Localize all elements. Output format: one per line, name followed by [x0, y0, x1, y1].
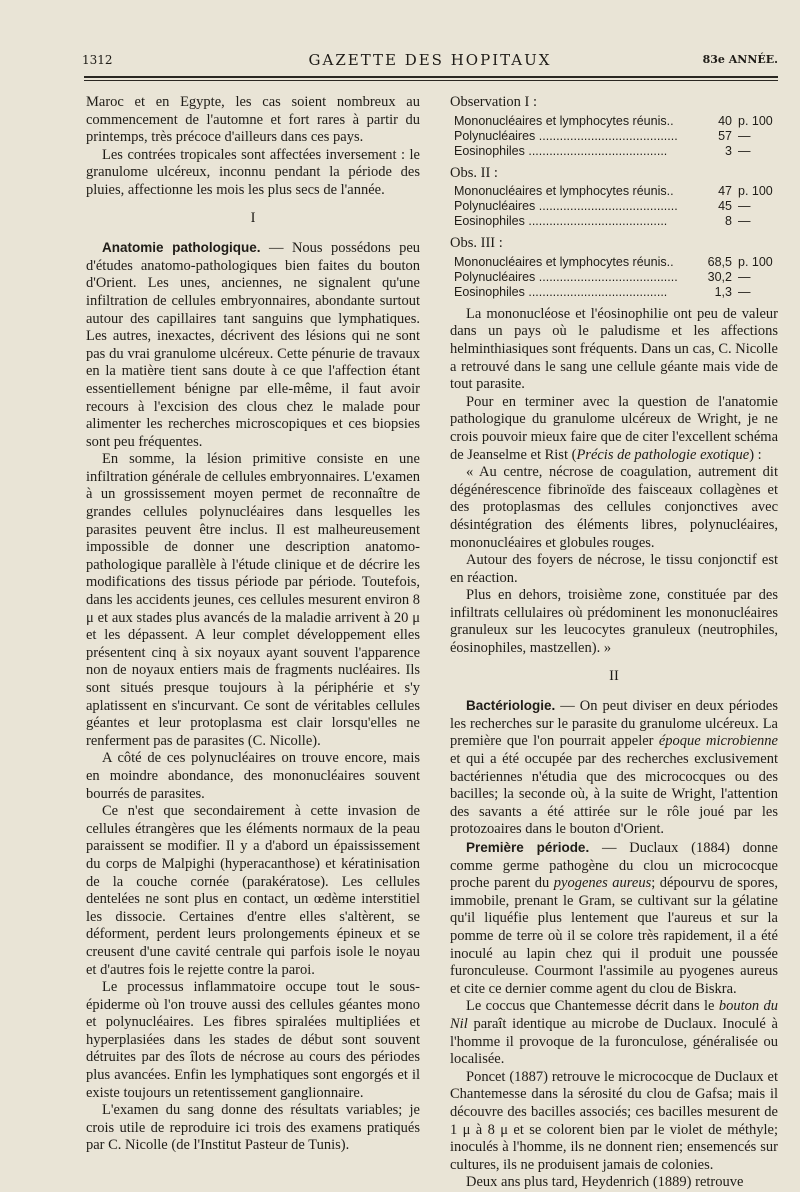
- row-label: Mononucléaires et lymphocytes réunis..: [454, 184, 674, 199]
- italic-term: époque microbienne: [658, 733, 778, 750]
- table-row: [450, 129, 778, 144]
- paragraph: [450, 697, 778, 839]
- paragraph-text: et qui a été occupée par des recherches exclusivement bactériennes n'étudia que des micrococques ou des bacilles; la seconde où, à la suite de Wright, l'attention des savants a été attirée sur le rôle joué par les protozoaires dans le bouton d'Orient.: [450, 751, 778, 838]
- paragraph-text: ) :: [749, 446, 762, 463]
- observation-block: [450, 94, 778, 159]
- paragraph: Le processus inflammatoire occupe tout le sous-épiderme où l'on trouve aussi des cellules géantes mono et polynucléaires. Les fibres spiralées multipliées et hyperplasiées dans les stades de début sont souvent détruites par des îlots de nécrose au cours des périodes plus avancées. Enfin les lymphatiques sont engorgés et il existe toujours un retentissement ganglionnaire.: [86, 979, 420, 1101]
- row-value: 57: [718, 128, 732, 143]
- row-value: 8: [725, 214, 732, 229]
- paragraph: [86, 239, 420, 451]
- table-row: [450, 144, 778, 159]
- section-heading: I: [250, 209, 256, 226]
- row-unit: —: [738, 199, 751, 214]
- paragraph: En somme, la lésion primitive consiste en une infiltration générale de cellules embryonnaires. L'examen à un grossissement moyen permet de reconnaître de grandes cellules polynucléaires dans lesquelles les parasites peuvent être inclus. Il est malheureusement impossible de donner une description anatomo-pathologique parallèle à l'étude clinique et de décrire les modifications des tissus période par période. Toutefois, dans les accidents jeunes, ces cellules mesurent environ 8 μ et aux stades plus avancés de la maladie arrivent à 20 μ et les dépassent. A leur complet développement elles présentent cinq à six noyaux ayant souvent l'apparence non de noyaux entiers mais de fragments nucléaires. Ils sont situés presque toujours à la périphérie et s'y aplatissent en s'incurvant. Ce sont de véritables cellules géantes et leur protoplasma est clair lorsqu'elles ne renferment pas de parasites (C. Nicolle).: [86, 451, 420, 749]
- observation-block: [450, 235, 778, 300]
- row-label: Eosinophiles .....: [454, 285, 704, 300]
- paragraph-text: — Duclaux (1884) donne comme germe pathogène du clou un micrococque proche parent du: [450, 840, 778, 892]
- page-header: [82, 51, 778, 71]
- header-rule-thin: [84, 80, 778, 81]
- paragraph-text: Le coccus que Chantemesse décrit dans le: [466, 998, 719, 1015]
- paragraph-text: paraît identique au microbe de Duclaux. Inoculé à l'homme il provoque de la furonculose, généralisée ou localisée.: [450, 1015, 778, 1068]
- table-row: [450, 270, 778, 285]
- row-unit: —: [738, 214, 751, 229]
- paragraph: Deux ans plus tard, Heydenrich (1889) retrouve: [466, 1174, 744, 1191]
- observation-block: [450, 165, 778, 230]
- row-label: Polynucléaires .....: [454, 199, 704, 214]
- book-title: Précis de pathologie exotique: [576, 446, 750, 463]
- row-unit: —: [738, 284, 751, 299]
- observation-title: Observation I :: [450, 94, 537, 110]
- table-row: [450, 184, 778, 199]
- row-value: 3: [725, 143, 732, 158]
- row-unit: —: [738, 143, 751, 158]
- row-unit: —: [738, 269, 751, 284]
- paragraph-text: — Nous possédons peu d'études anatomo-pathologiques bien faites du bouton d'Orient. Les unes, anciennes, ne signalent qu'une infiltration de cellules embryonnaires, abondante surtout autour des capillaires tant sanguins que lymphatiques. Les autres, inexactes, décrivent des lésions qui ne sont pas du vrai granulome ulcéreux. Cette pénurie de travaux en la matière tient sans doute à ce que l'affection étant essentiellement bénigne par elle-même, il faut avoir recours à l'excision des clous chez le malade pour alimenter les recherches microscopiques et ces biopsies sont peu fréquentes.: [86, 240, 421, 450]
- observation-table: [450, 114, 778, 159]
- paragraph: La mononucléose et l'éosinophilie ont peu de valeur dans un pays où le paludisme et les affections helminthiasiques sont fréquents. Dans un cas, C. Nicolle a retrouvé dans le sang une cellule géante mais vide de tout parasite.: [450, 305, 778, 393]
- row-label: Mononucléaires et lymphocytes réunis..: [454, 113, 674, 128]
- quote-paragraph: Plus en dehors, troisième zone, constituée par des infiltrats cellulaires où prédominent les mononucléaires granuleux sur les leucocytes granuleux (neutrophiles, éosinophiles, mastzellen). »: [450, 587, 778, 657]
- row-label: Eosinophiles .....: [454, 214, 704, 229]
- paragraph: Les contrées tropicales sont affectées inversement : le granulome ulcéreux, inconnu pendant la période des pluies, affectionne les mois les plus secs de l'année.: [86, 146, 420, 198]
- observation-title: Obs. II :: [450, 164, 498, 181]
- row-value: 30,2: [707, 269, 732, 284]
- row-value: 40: [718, 113, 732, 128]
- run-in-heading: Anatomie pathologique.: [102, 240, 261, 256]
- run-in-heading: Bactériologie.: [466, 698, 556, 714]
- row-unit: p. 100: [738, 113, 773, 128]
- paragraph-text: — On peut diviser en deux périodes les recherches sur le parasite du granulome ulcéreux. La première que l'on pourrait appeler: [450, 698, 778, 750]
- paragraph-text: Pour en terminer avec la question de l'anatomie pathologique du granulome ulcéreux de Wright, je ne crois pouvoir mieux faire que de citer l'excellent schéma de Jeanselme et Rist (: [450, 393, 778, 463]
- table-row: [450, 285, 778, 300]
- section-heading: II: [609, 667, 619, 684]
- row-value: 1,3: [714, 284, 732, 299]
- left-column: [86, 94, 420, 1155]
- observation-table: [450, 255, 778, 300]
- observation-table: [450, 184, 778, 229]
- page-number: 1312: [82, 53, 113, 67]
- run-in-heading: Première période.: [466, 840, 590, 855]
- paragraph: L'examen du sang donne des résultats variables; je crois utile de reproduire ici trois des examens pratiqués par C. Nicolle (de l'Institut Pasteur de Tunis).: [86, 1102, 420, 1154]
- row-value: 47: [718, 184, 732, 199]
- row-label: Eosinophiles .....: [454, 144, 704, 159]
- paragraph: Ce n'est que secondairement à cette invasion de cellules étrangères que les éléments normaux de la peau paraissent se modifier. Il y a d'abord un épaississement du corps de Malpighi (hyperacanthose) et kératinisation de la couche cornée (parakératose). Les cellules dentelées ne sont plus en contact, un œdème interstitiel les dissocie. Certaines d'entre elles s'altèrent, se déforment, perdent leurs prolongements épineux et se creusent d'une cavité centrale qui parfois isole le noyau et d'autres fois le rejette contre la paroi.: [86, 803, 420, 978]
- paragraph: [450, 998, 778, 1068]
- row-label: Polynucléaires .....: [454, 270, 704, 285]
- row-unit: —: [738, 128, 751, 143]
- table-row: [450, 214, 778, 229]
- quote-paragraph: « Au centre, nécrose de coagulation, autrement dit dégénérescence fibrinoïde des faisceaux collagènes et des protoplasmas des cellules conjonctives avec désintégration des éléments libres, polynucléaires, mononucléaires et globules rouges.: [450, 464, 778, 551]
- journal-title: GAZETTE DES HOPITAUX: [308, 51, 552, 69]
- row-unit: p. 100: [738, 184, 773, 199]
- paragraph-text: ; dépourvu de spores, immobile, prenant le Gram, se cultivant sur la gélatine qu'il liquéfie plus lentement que l'aureus et sur la pomme de terre où il se colore très rapidement, il a été inoculé au lapin chez qui il produit une poussée furonculeuse. Courmont l'assimile au pyogenes aureus et cite ce dernier comme agent du clou de Biskra.: [450, 875, 778, 997]
- volume-year: 83e ANNÉE.: [702, 53, 778, 66]
- row-label: Mononucléaires et lymphocytes réunis..: [454, 254, 674, 269]
- observation-title: Obs. III :: [450, 235, 503, 252]
- paragraph: A côté de ces polynucléaires on trouve encore, mais en moindre abondance, des mononucléaires souvent bourrés de parasites.: [86, 750, 420, 802]
- row-label: Polynucléaires .....: [454, 129, 704, 144]
- paragraph: Poncet (1887) retrouve le micrococque de Duclaux et Chantemesse dans la sérosité du clou de Gafsa; mais il découvre des bacilles associés; ces bacilles mesurent de 1 μ à 8 μ et se colorent bien par le violet de méthyle; inoculés à l'homme, ils ne donnent rien; ensemencés sur cultures, ils ne produisent jamais de colonies.: [450, 1068, 778, 1173]
- row-value: 68,5: [707, 254, 732, 269]
- paragraph: Maroc et en Egypte, les cas soient nombreux au commencement de l'automne et fort rares à partir du printemps, très précoce d'ailleurs dans ces pays.: [86, 94, 420, 146]
- table-row: [450, 255, 778, 270]
- italic-term: pyogenes aureus: [553, 875, 652, 892]
- italic-term: bouton du Nil: [450, 998, 778, 1032]
- row-unit: p. 100: [738, 254, 773, 269]
- table-row: [450, 114, 778, 129]
- row-value: 45: [718, 199, 732, 214]
- paragraph: [450, 394, 778, 464]
- paragraph: [450, 839, 778, 998]
- header-rule-thick: [84, 76, 778, 78]
- table-row: [450, 199, 778, 214]
- quote-paragraph: Autour des foyers de nécrose, le tissu conjonctif est en réaction.: [450, 552, 778, 586]
- right-column: [450, 94, 778, 1192]
